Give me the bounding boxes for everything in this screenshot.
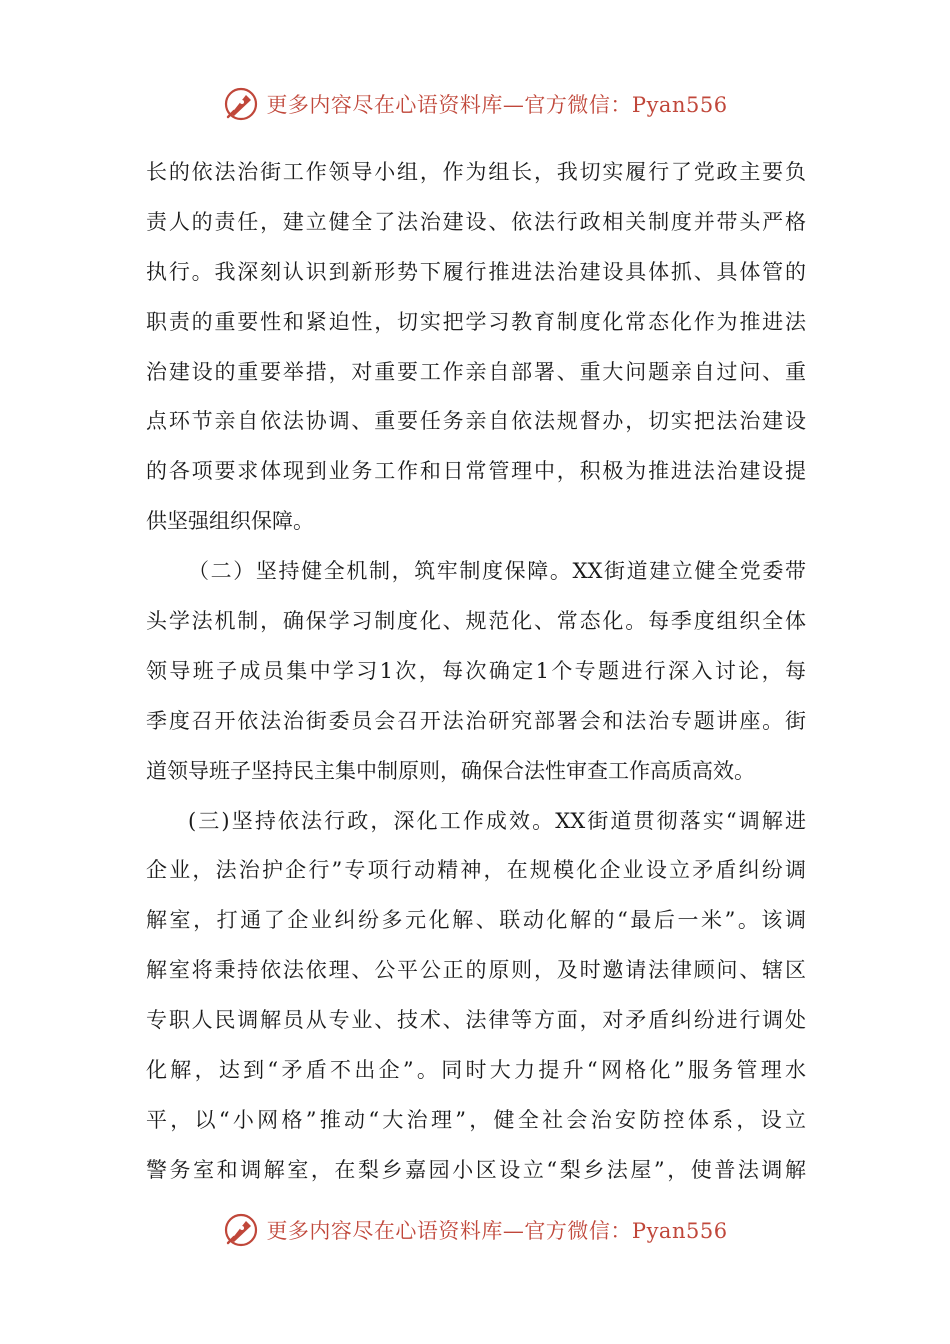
- text-line: 领导班子成员集中学习1次，每次确定1个专题进行深入讨论，每: [146, 658, 806, 683]
- text-line: （二）坚持健全机制，筑牢制度保障。XX街道建立健全党委带: [188, 559, 806, 584]
- footer-watermark-text: 更多内容尽在心语资料库—官方微信：Pyan556: [266, 1219, 728, 1243]
- text-line: 供坚强组织保障。: [146, 509, 314, 534]
- header-watermark-text: 更多内容尽在心语资料库—官方微信：Pyan556: [266, 93, 728, 117]
- paragraph-3: [146, 797, 806, 1196]
- text-line: 解室将秉持依法依理、公平公正的原则，及时邀请法律顾问、辖区: [146, 958, 806, 983]
- text-line: 执行。我深刻认识到新形势下履行推进法治建设具体抓、具体管的: [146, 259, 806, 284]
- text-line: 企业，法治护企行”专项行动精神，在规模化企业设立矛盾纠纷调: [146, 858, 806, 883]
- text-line: (三)坚持依法行政，深化工作成效。XX街道贯彻落实“调解进: [188, 808, 806, 833]
- text-line: 化解，达到“矛盾不出企”。同时大力提升“网格化”服务管理水: [146, 1058, 806, 1083]
- text-line: 责人的责任，建立健全了法治建设、依法行政相关制度并带头严格: [146, 209, 806, 234]
- header-watermark-banner: [0, 82, 950, 126]
- text-line: 职责的重要性和紧迫性，切实把学习教育制度化常态化作为推进法: [146, 309, 806, 334]
- paragraph-1: [146, 148, 806, 547]
- text-line: 长的依法治街工作领导小组，作为组长，我切实履行了党政主要负: [146, 160, 806, 184]
- pen-nib-icon: [222, 1211, 260, 1249]
- text-line: 道领导班子坚持民主集中制原则，确保合法性审查工作高质高效。: [146, 758, 755, 783]
- document-body: [146, 148, 806, 1196]
- footer-watermark-banner: [0, 1208, 950, 1252]
- pen-nib-icon: [222, 85, 260, 123]
- text-line: 警务室和调解室，在梨乡嘉园小区设立“梨乡法屋”，使普法调解: [146, 1157, 806, 1182]
- paragraph-2: [146, 547, 806, 796]
- text-line: 平，以“小网格”推动“大治理”，健全社会治安防控体系，设立: [146, 1107, 806, 1132]
- text-line: 解室，打通了企业纠纷多元化解、联动化解的“最后一米”。该调: [146, 908, 806, 933]
- text-line: 治建设的重要举措，对重要工作亲自部署、重大问题亲自过问、重: [146, 359, 806, 384]
- text-line: 的各项要求体现到业务工作和日常管理中，积极为推进法治建设提: [146, 459, 806, 484]
- text-line: 专职人民调解员从专业、技术、法律等方面，对矛盾纠纷进行调处: [146, 1008, 806, 1033]
- text-line: 季度召开依法治街委员会召开法治研究部署会和法治专题讲座。街: [146, 708, 806, 733]
- text-line: 点环节亲自依法协调、重要任务亲自依法规督办，切实把法治建设: [146, 409, 806, 434]
- text-line: 头学法机制，确保学习制度化、规范化、常态化。每季度组织全体: [146, 609, 806, 634]
